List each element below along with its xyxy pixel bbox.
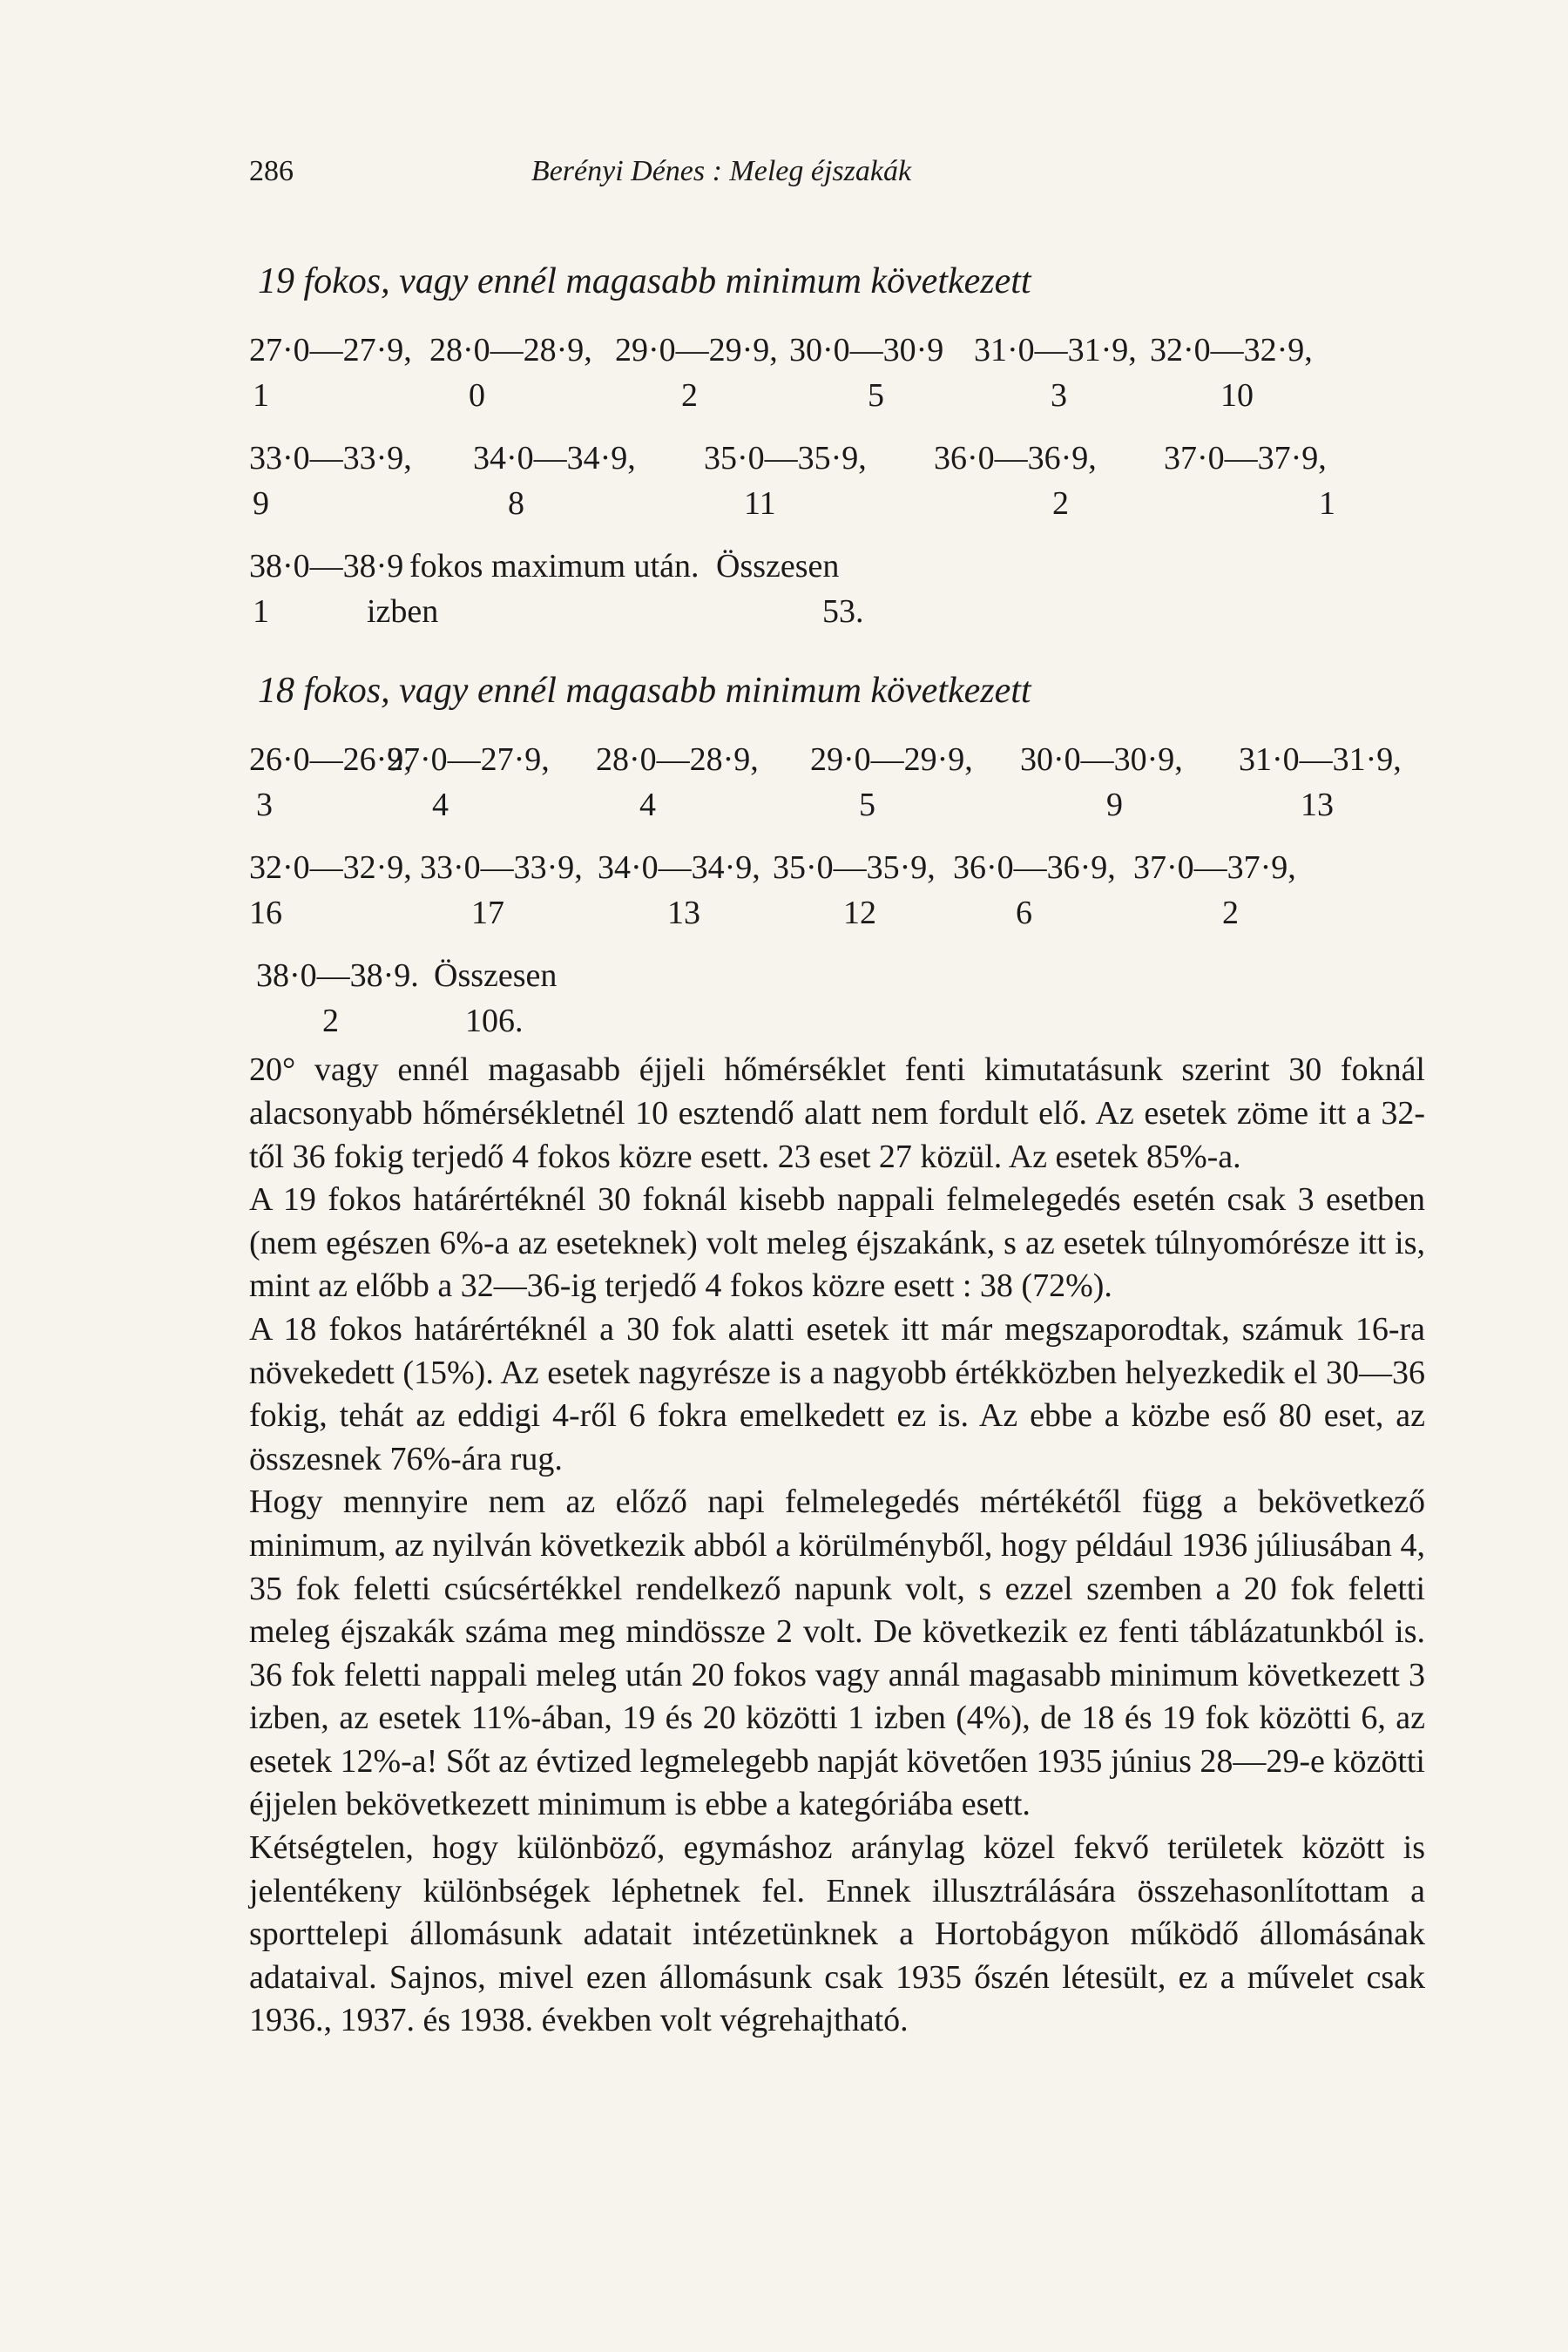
table-18-row3-counts [249,1002,1425,1049]
table-18-heading: 18 fokos, vagy ennél magasabb minimum következett [258,671,1031,712]
count-cell: 1 [253,377,269,415]
range-cell: 38·0—38·9. [256,957,419,995]
count-cell: 13 [1301,787,1334,824]
paragraph: A 19 fokos határértéknél 30 foknál kisebb nappali felmelegedés esetén csak 3 esetben (nem egészen 6%-a az eseteknek) volt meleg éjszakánk, s az esetek túlnyomórésze itt is, mint az előbb a 32—36-ig terjedő 4 fokos közre esett : 38 (72%). [249,1181,1425,1305]
total-label: Összesen [434,957,558,995]
paragraph: 20° vagy ennél magasabb éjjeli hőmérséklet fenti kimutatásunk szerint 30 foknál alacsonyabb hőmérsékletnél 10 esztendő alatt nem fordult elő. Az esetek zöme itt a 32-től 36 fokig terjedő 4 fokos közre esett. 23 eset 27 közül. Az esetek 85%-a. [249,1051,1425,1175]
count-cell: 1 [1319,485,1335,523]
range-cell: 31·0—31·9, [1239,741,1402,779]
count-cell: 3 [1051,377,1067,415]
range-cell: 36·0—36·9, [934,440,1097,477]
range-cell: 33·0—33·9, [420,849,583,887]
range-cell: 34·0—34·9, [473,440,636,477]
page-header [249,146,1193,199]
table-19-row3 [249,547,1425,592]
range-cell: 29·0—29·9, [810,741,973,779]
table-19-row1-ranges [249,331,1425,376]
body-text [249,1049,1425,2043]
range-cell: 37·0—37·9, [1164,440,1327,477]
table-19-row2-counts [249,484,1425,547]
table-18-row2-ranges [249,848,1425,894]
table-18-fokos [249,671,1425,1049]
range-cell: 36·0—36·9, [953,849,1116,887]
count-cell: 1 [253,593,269,631]
count-cell: 9 [1106,787,1123,824]
range-cell: 30·0—30·9, [1020,741,1183,779]
range-cell: 35·0—35·9, [773,849,936,887]
paragraph: A 18 fokos határértéknél a 30 fok alatti esetek itt már megszaporodtak, számuk 16-ra növekedett (15%). Az esetek nagyrésze is a nagyobb értékközben helyezkedik el 30—36 fokig, tehát az eddigi 4-ről 6 fokra emelkedett ez is. Az ebbe a közbe eső 80 eset, az összesnek 76%-ára rug. [249,1310,1425,1477]
count-cell: 2 [322,1003,339,1040]
count-cell: 17 [471,895,504,932]
count-cell: 11 [744,485,776,523]
range-cell: 28·0—28·9, [429,332,592,369]
paragraph: Hogy mennyire nem az előző napi felmelegedés mértékétől függ a bekövetkező minimum, az nyilván következik abból a körülményből, hogy például 1936 júliusában 4, 35 fok feletti csúcsértékkel rendelkező napunk volt, s ezzel szemben a 20 fok feletti meleg éjszakák száma meg mindössze 2 volt. De következik ez fenti táblázatunkból is. 36 fok feletti nappali meleg után 20 fokos vagy annál magasabb minimum következett 3 izben, az esetek 11%-ában, 19 és 20 közötti 1 izben (4%), de 18 és 19 fok közötti 6, az esetek 12%-a! Sőt az évtized legmelegebb napját követően 1935 június 28—29-e közötti éjjelen bekövetkezett minimum is ebbe a kategóriába esett. [249,1484,1425,1823]
paragraph: Kétségtelen, hogy különböző, egymáshoz aránylag közel fekvő területek között is jelentékeny különbségek léphetnek fel. Ennek illusztrálására összehasonlítottam a sporttelepi állomásunk adatait intézetünknek a Hortobágyon működő állomásának adataival. Sajnos, mivel ezen állomásunk csak 1935 őszén létesült, ez a művelet csak 1936., 1937. és 1938. években volt végrehajtható. [249,1829,1425,2039]
range-cell: 31·0—31·9, [974,332,1137,369]
count-cell: 4 [639,787,656,824]
izben-label: izben [367,593,439,631]
running-title: Berényi Dénes : Meleg éjszakák [531,155,912,187]
table-18-row2-counts [249,894,1425,956]
table-19-fokos [249,261,1425,655]
range-cell: 30·0—30·9 [789,332,944,369]
count-cell: 3 [256,787,273,824]
count-cell: 10 [1220,377,1254,415]
table-18-row1-counts [249,786,1425,848]
spacer [249,655,1425,671]
count-cell: 13 [667,895,700,932]
count-cell: 5 [859,787,875,824]
range-cell: 33·0—33·9, [249,440,412,477]
count-cell: 5 [868,377,884,415]
total-value: 106. [465,1003,524,1040]
table-18-row1-ranges [249,740,1425,786]
page-content [249,261,1425,2043]
total-label: Összesen [716,548,840,585]
range-cell: 37·0—37·9, [1133,849,1296,887]
page-number: 286 [249,155,294,187]
count-cell: 2 [1222,895,1239,932]
range-cell: 28·0—28·9, [596,741,759,779]
count-cell: 2 [1052,485,1069,523]
table-19-row1-counts [249,376,1425,439]
table-19-heading: 19 fokos, vagy ennél magasabb minimum következett [258,261,1031,301]
range-cell: 32·0—32·9, [1150,332,1313,369]
count-cell: 0 [469,377,485,415]
range-cell: 27·0—27·9, [249,332,412,369]
count-cell: 6 [1016,895,1032,932]
count-cell: 16 [249,895,282,932]
range-cell: 27·0—27·9, [387,741,550,779]
count-cell: 4 [432,787,449,824]
table-19-row3-counts [249,592,1425,655]
total-value: 53. [822,593,864,631]
range-cell: 32·0—32·9, [249,849,412,887]
range-cell: 29·0—29·9, [615,332,778,369]
row-note: fokos maximum után. [409,548,700,585]
table-18-row3 [249,956,1425,1002]
count-cell: 9 [253,485,269,523]
range-cell: 35·0—35·9, [704,440,867,477]
count-cell: 2 [681,377,698,415]
range-cell: 34·0—34·9, [598,849,760,887]
range-cell: 38·0—38·9 [249,548,404,585]
count-cell: 12 [843,895,876,932]
count-cell: 8 [508,485,524,523]
table-19-row2-ranges [249,439,1425,484]
range-cell: 26·0—26·9, [249,741,412,779]
